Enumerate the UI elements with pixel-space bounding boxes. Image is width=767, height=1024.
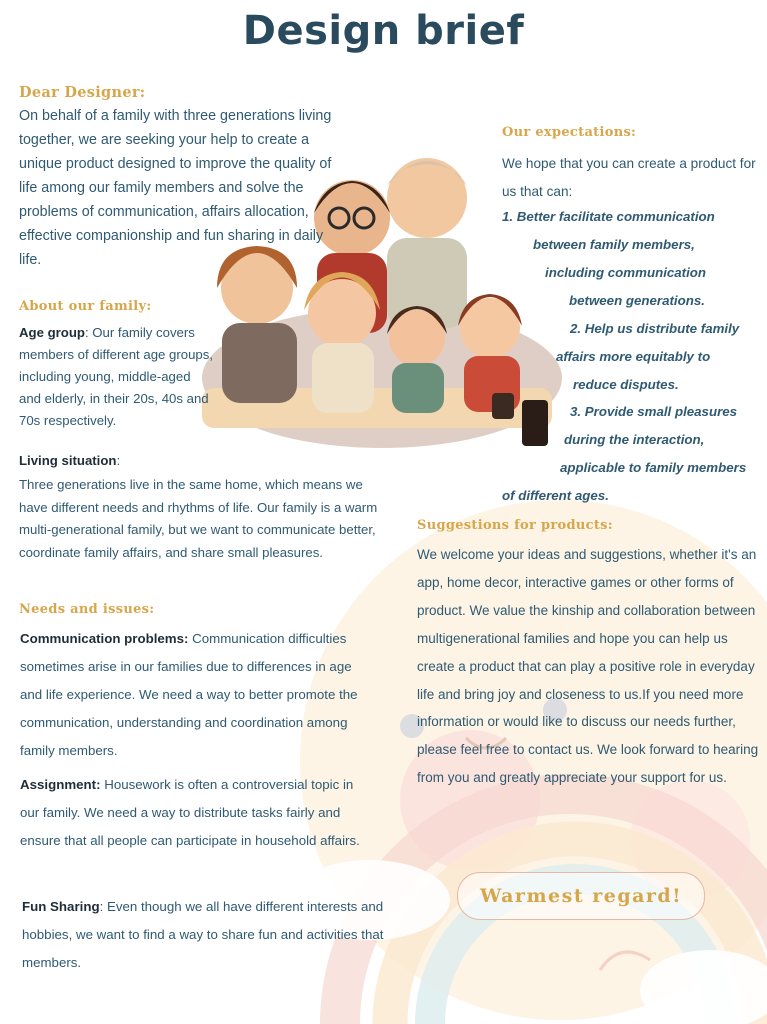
communication-label: Communication problems: [20,631,189,646]
expectation-line: applicable to family members [560,460,747,475]
fun-sharing-text: : Even though we all have different interests and hobbies, we want to find a way to share fun and activities that members. [22,899,384,970]
age-group-text: : Our family covers members of different age groups, including young, middle-aged and elderly, in their 20s, 40s and 70s respectively. [19,325,214,428]
expectation-line: 2. Help us distribute family [570,321,740,336]
needs-heading: Needs and issues: [19,602,155,617]
expectation-line: during the interaction, [564,432,705,447]
expectations-intro: We hope that you can create a product for us that can: [502,156,756,199]
assignment-text: Housework is often a controversial topic in our family. We need a way to distribute tasks fairly and ensure that all people can participate in household affairs. [20,777,360,848]
expectation-line: between family members, [533,237,695,252]
intro-paragraph: On behalf of a family with three generations living together, we are seeking your help to create a unique product designed to improve the quality of life among our family members and solve the problems of communication, affairs allocation, effective companionship and fun sharing in daily life. [19,108,332,268]
about-heading: About our family: [19,299,152,314]
age-group-label: Age group [19,325,85,340]
fun-sharing-paragraph [22,893,387,977]
expectation-line: 3. Provide small pleasures [570,404,738,419]
living-situation-text: Three generations live in the same home, which means we have different needs and rhythms of life. Our family is a warm multi-generational family, but we want to communicate better, coordinate family affairs, and share small pleasures. [19,477,378,560]
salutation: Dear Designer: [19,84,146,101]
expectation-line: affairs more equitably to [556,349,711,364]
assignment-paragraph [20,771,370,855]
warmest-regard-badge: Warmest regard! [457,872,705,920]
expectation-line: between generations. [569,293,705,308]
living-colon: : [116,453,121,468]
assignment-label: Assignment: [20,777,101,792]
needs-section [20,625,370,861]
expectation-line: 1. Better facilitate communication [502,209,715,224]
communication-text: Communication difficulties sometimes arise in our families due to differences in age and life experience. We need a way to better promote the communication, understanding and coordination among family members. [20,631,358,758]
age-group-paragraph [19,322,214,432]
fun-sharing-label: Fun Sharing [22,899,100,914]
suggestions-text: We welcome your ideas and suggestions, whether it's an app, home decor, interactive games or other forms of product. We value the kinship and collaboration between multigenerational families and hope you can help us create a product that can play a positive role in everyday life and bring joy and closeness to us.If you need more information or would like to discuss our needs further, please feel free to contact us. We look forward to hearing from you and greatly appreciate your support for us. [417,547,759,786]
expectation-line: of different ages. [502,488,609,503]
living-label-line [19,453,120,468]
living-situation-label: Living situation [19,453,117,468]
page-title: Design brief [242,8,525,54]
expectations-heading: Our expectations: [502,125,637,140]
expectation-line: reduce disputes. [573,377,679,392]
suggestions-heading: Suggestions for products: [417,518,613,533]
communication-paragraph [20,625,370,765]
expectation-line: including communication [545,265,707,280]
fun-sharing-section [22,893,387,983]
